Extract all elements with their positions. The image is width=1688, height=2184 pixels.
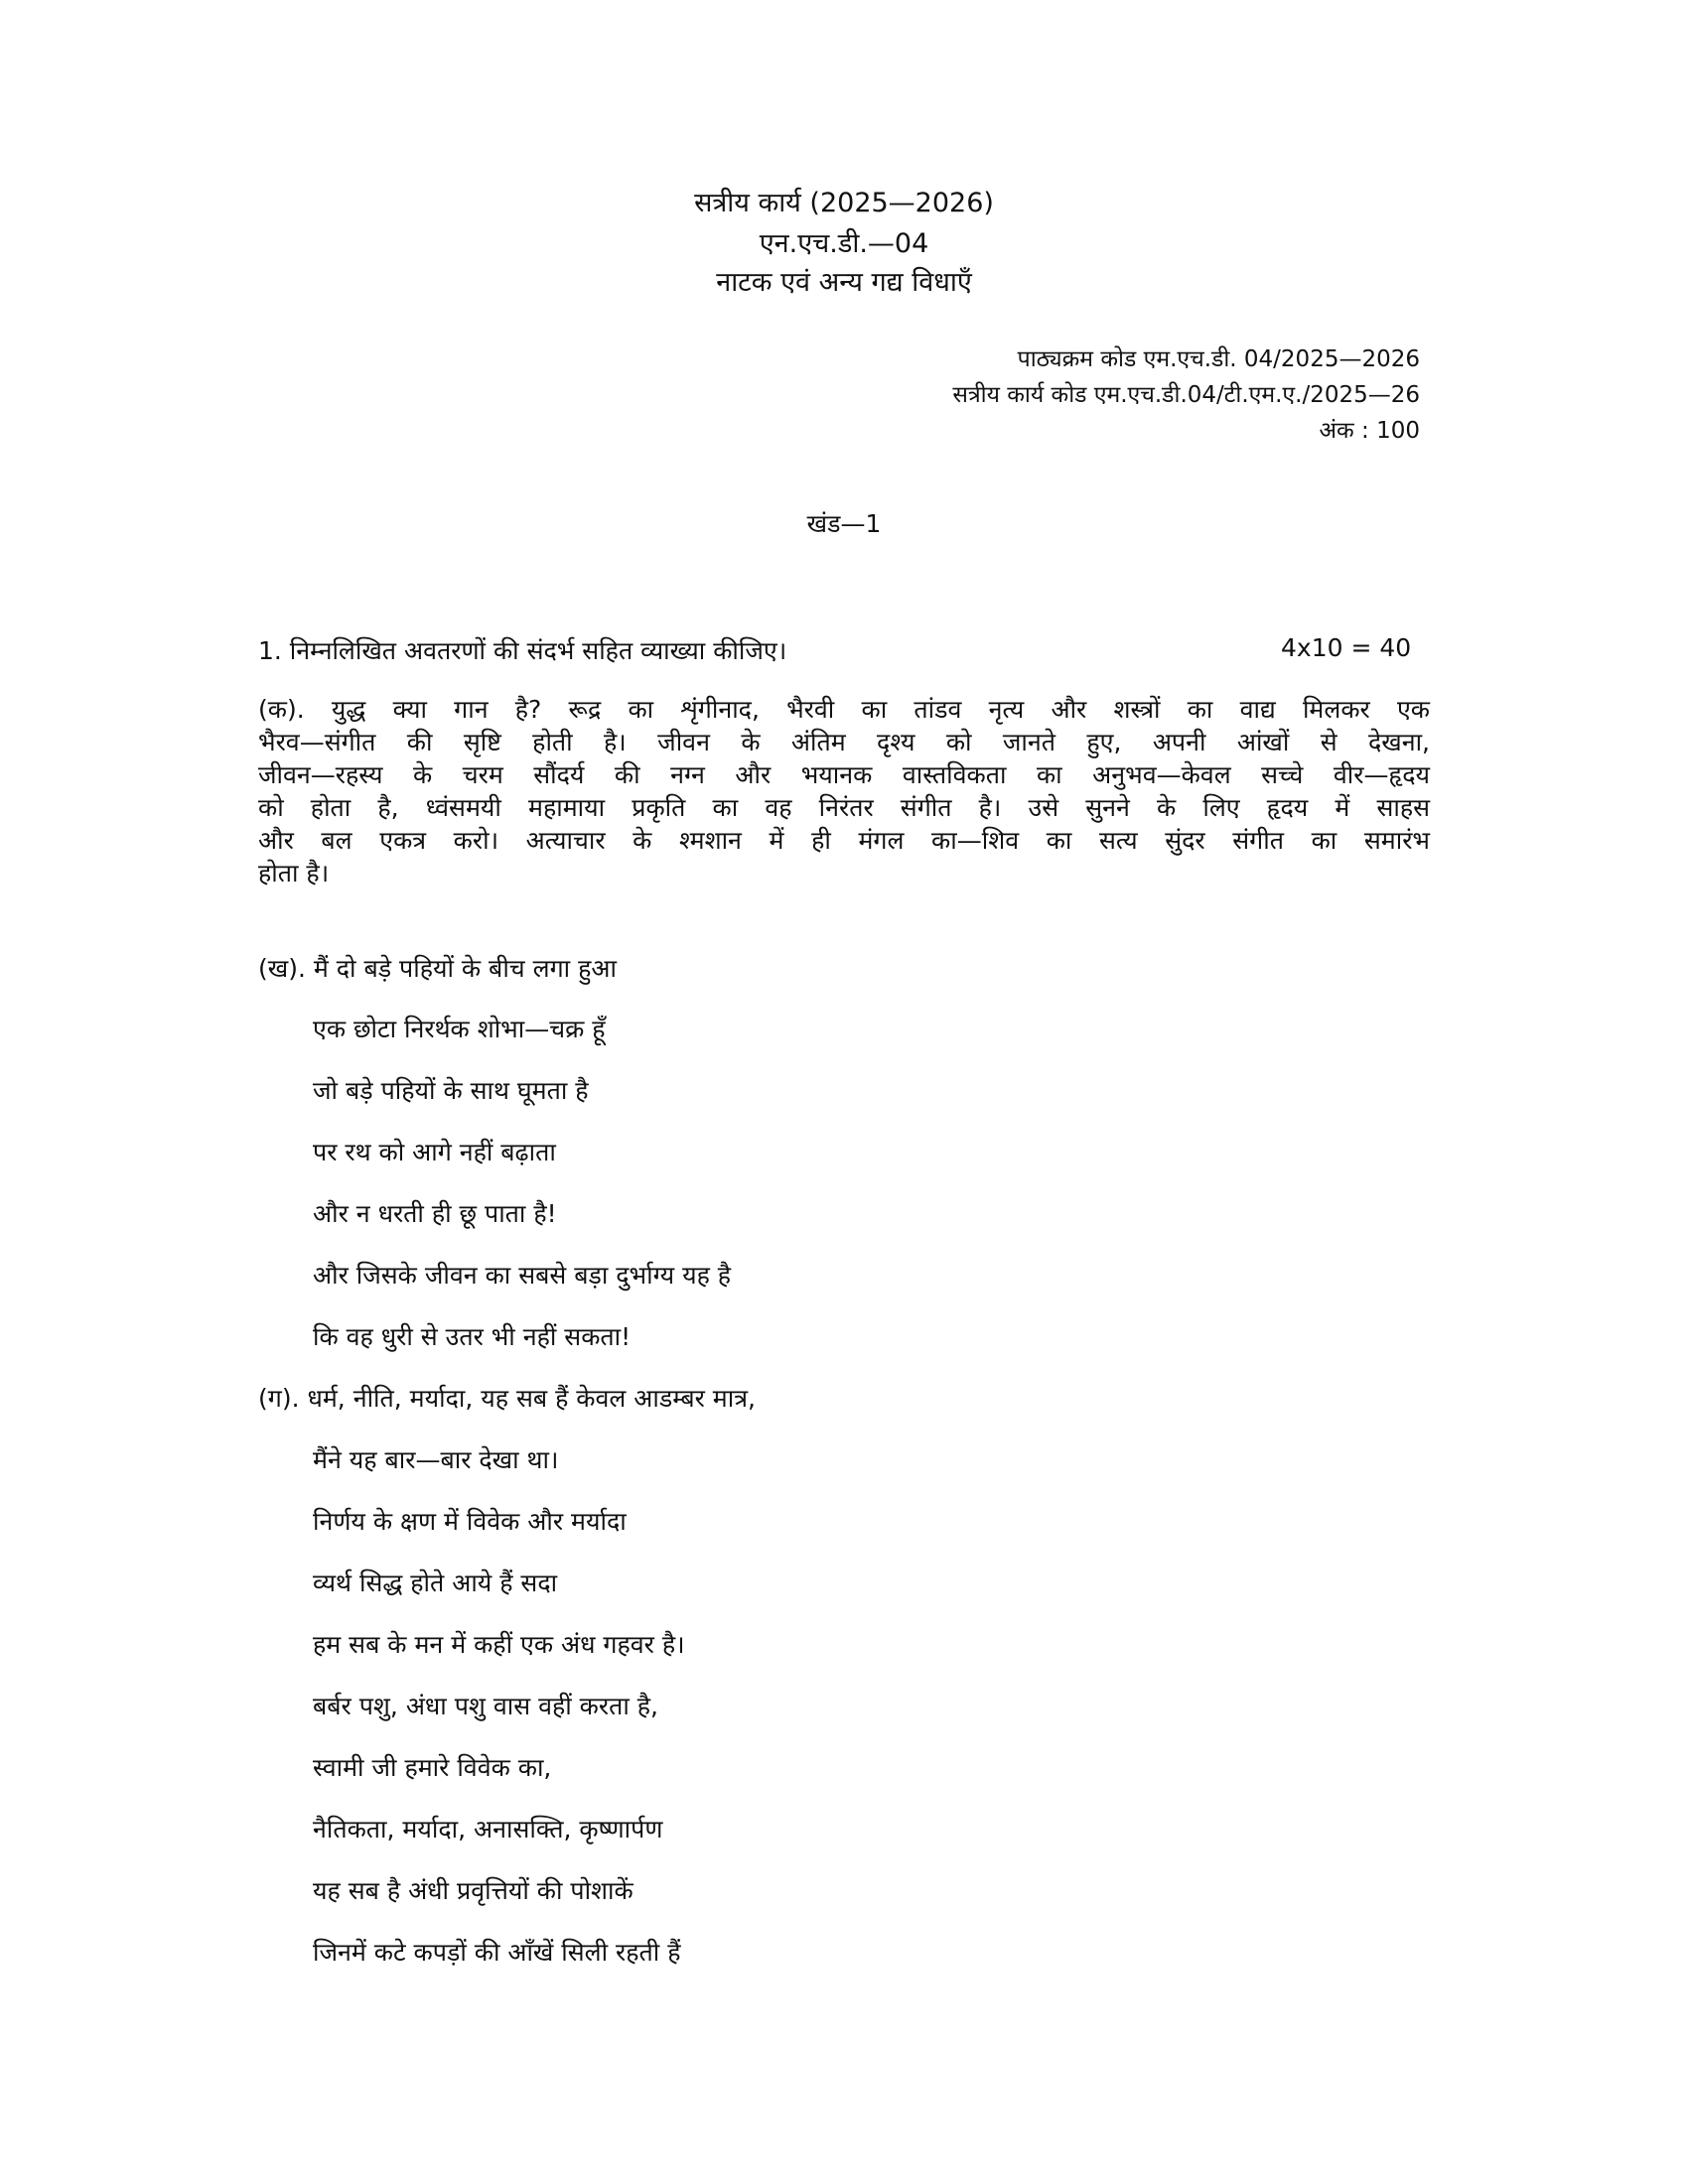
passage-ga-line: मैंने यह बार—बार देखा था। (313, 1445, 559, 1474)
passage-kha-line: कि वह धुरी से उतर भी नहीं सकता! (313, 1322, 632, 1351)
passage-kha-line: पर रथ को आगे नहीं बढ़ाता (313, 1138, 556, 1166)
passage-ga-line: यह सब है अंधी प्रवृत्तियों की पोशाकें (313, 1876, 633, 1905)
section-title: खंड—1 (806, 509, 882, 538)
passage-ga-line: स्वामी जी हमारे विवेक का, (313, 1753, 552, 1782)
question-1-text: 1. निम्नलिखित अवतरणों की संदर्भ सहित व्याख्या कीजिए। (258, 636, 787, 665)
passage-ga-line: नैतिकता, मर्यादा, अनासक्ति, कृष्णार्पण (313, 1815, 663, 1843)
passage-ga-line: व्यर्थ सिद्ध होते आये हैं सदा (313, 1569, 558, 1597)
passage-ga-head: (ग). धर्म, नीति, मर्यादा, यह सब हैं केवल आडम्बर मात्र, (258, 1384, 756, 1413)
passage-kha-line: और न धरती ही छू पाता है! (313, 1199, 557, 1228)
passage-ka-line: जीवन—रहस्य के चरम सौंदर्य की नग्न और भयानक वास्तविकता का अनुभव—केवल सच्चे वीर—हृदय (258, 760, 1430, 789)
passage-kha-line: एक छोटा निरर्थक शोभा—चक्र हूँ (313, 1015, 606, 1043)
passage-ga-line: जिनमें कटे कपड़ों की आँखें सिली रहती हैं (313, 1938, 681, 1967)
course-number: एन.एच.डी.—04 (759, 228, 929, 259)
question-1-marks: 4x10 = 40 (1281, 633, 1412, 662)
assignment-code: सत्रीय कार्य कोड एम.एच.डी.04/टी.एम.ए./2025—26 (952, 382, 1420, 408)
passage-ga-line: हम सब के मन में कहीं एक अंध गहवर है। (313, 1630, 685, 1659)
passage-ka-line: और बल एकत्र करो। अत्याचार के श्मशान में ही मंगल का—शिव का सत्य सुंदर संगीत का समारंभ (258, 826, 1430, 855)
total-marks: अंक : 100 (1319, 418, 1420, 444)
passage-ga-line: बर्बर पशु, अंधा पशु वास वहीं करता है, (313, 1692, 658, 1720)
course-code: पाठ्यक्रम कोड एम.एच.डी. 04/2025—2026 (1017, 346, 1420, 372)
passage-ka-line: होता है। (258, 859, 330, 887)
passage-ga-line: निर्णय के क्षण में विवेक और मर्यादा (313, 1507, 627, 1536)
passage-ka-line: भैरव—संगीत की सृष्टि होती है। जीवन के अंतिम दृश्य को जानते हुए, अपनी आंखों से देखना, (258, 728, 1430, 756)
passage-kha-line: जो बड़े पहियों के साथ घूमता है (313, 1076, 589, 1105)
passage-kha-line: और जिसके जीवन का सबसे बड़ा दुर्भाग्य यह है (313, 1261, 732, 1290)
passage-ka-line: (क). युद्ध क्या गान है? रूद्र का शृंगीनाद, भैरवी का तांडव नृत्य और शस्त्रों का वाद्य मिलकर एक (258, 695, 1430, 724)
document-title: सत्रीय कार्य (2025—2026) (694, 188, 994, 218)
course-title: नाटक एवं अन्य गद्य विधाएँ (716, 267, 972, 298)
passage-kha-head: (ख). मैं दो बड़े पहियों के बीच लगा हुआ (258, 954, 617, 983)
passage-ka-line: को होता है, ध्वंसमयी महामाया प्रकृति का वह निरंतर संगीत है। उसे सुनने के लिए हृदय में साहस (258, 793, 1430, 822)
passage-ka (258, 693, 1430, 889)
